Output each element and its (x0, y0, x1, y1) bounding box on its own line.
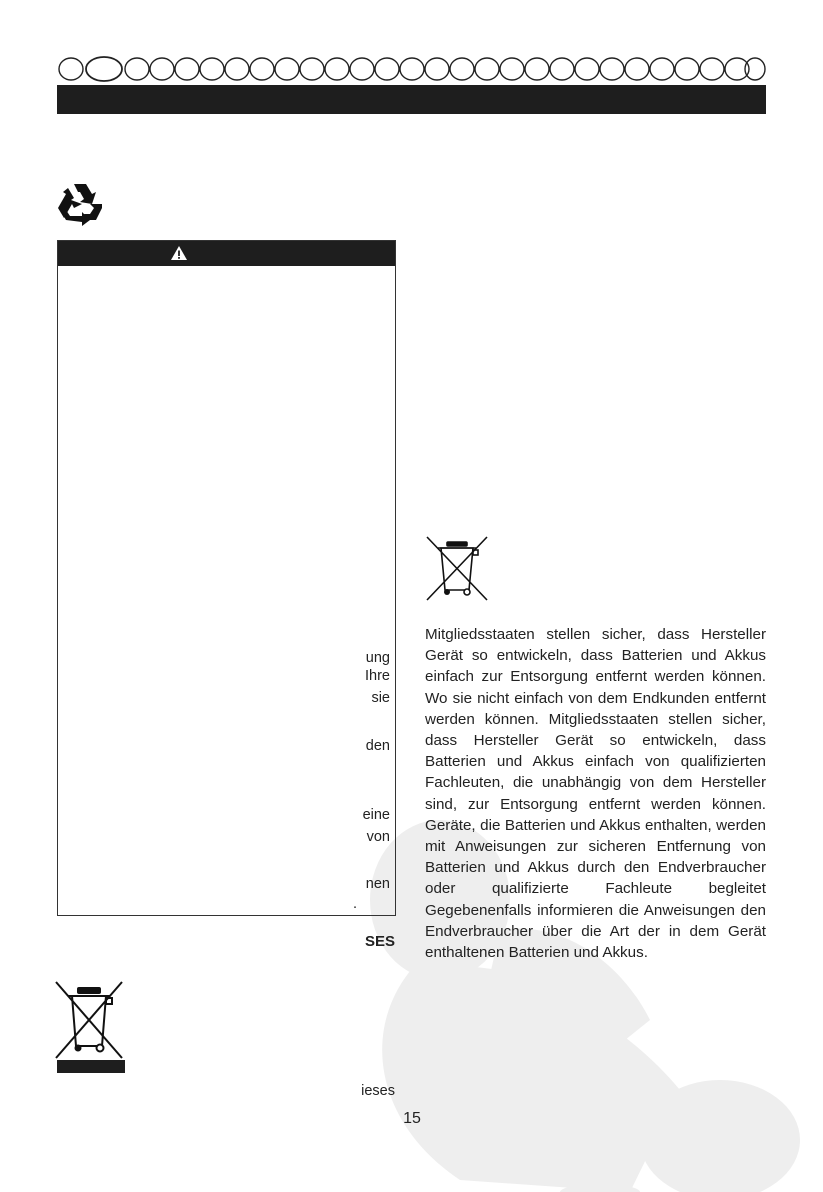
crossed-out-wheelie-bin-icon (425, 534, 489, 602)
warning-text-fragment: sie (371, 690, 390, 706)
warning-header-bar (58, 241, 395, 266)
section-title-bar (57, 85, 766, 114)
warning-text-fragment: . (353, 896, 358, 912)
warning-text-fragment: von (366, 829, 390, 845)
language-selector-ovals (58, 56, 766, 82)
warning-text-fragment: nen (365, 876, 390, 892)
section-heading-fragment: SES (364, 933, 395, 950)
warning-text-fragment: eine (362, 807, 390, 823)
weee-black-bar (57, 1060, 125, 1073)
warning-text-fragment: den (365, 738, 390, 754)
bottom-text-fragment: ieses (361, 1083, 395, 1099)
crossed-out-wheelie-bin-icon (54, 978, 124, 1060)
page-number: 15 (403, 1110, 421, 1127)
warning-text-fragment: Ihre (365, 668, 390, 684)
battery-removal-paragraph: Mitgliedsstaaten stellen sicher, dass Hersteller Gerät so entwickeln, dass Batterien und Akkus einfach zur Entsorgung entfernt werden können. Wo sie nicht einfach von dem Endkunden entfernt werden können. Mitgliedsstaaten stellen sicher, dass Hersteller Gerät so entwickeln, dass Batterien und Akkus einfach von qualifizierten Fachleuten, die unabhängig von dem Hersteller sind, zur Entsorgung entfernt werden können. Geräte, die Batterien und Akkus enthalten, werden mit Anweisungen zur sicheren Entfernung von Batterien und Akkus durch den Endverbraucher oder qualifizierte Fachleute begleitet Gegebenenfalls informieren die Anweisungen den Endverbraucher über die Art der in dem Gerät enthaltenen Batterien und Akkus. (425, 626, 766, 962)
warning-text-fragment: ung (365, 650, 390, 666)
recycle-icon (54, 180, 106, 228)
warning-triangle-icon (170, 245, 188, 261)
